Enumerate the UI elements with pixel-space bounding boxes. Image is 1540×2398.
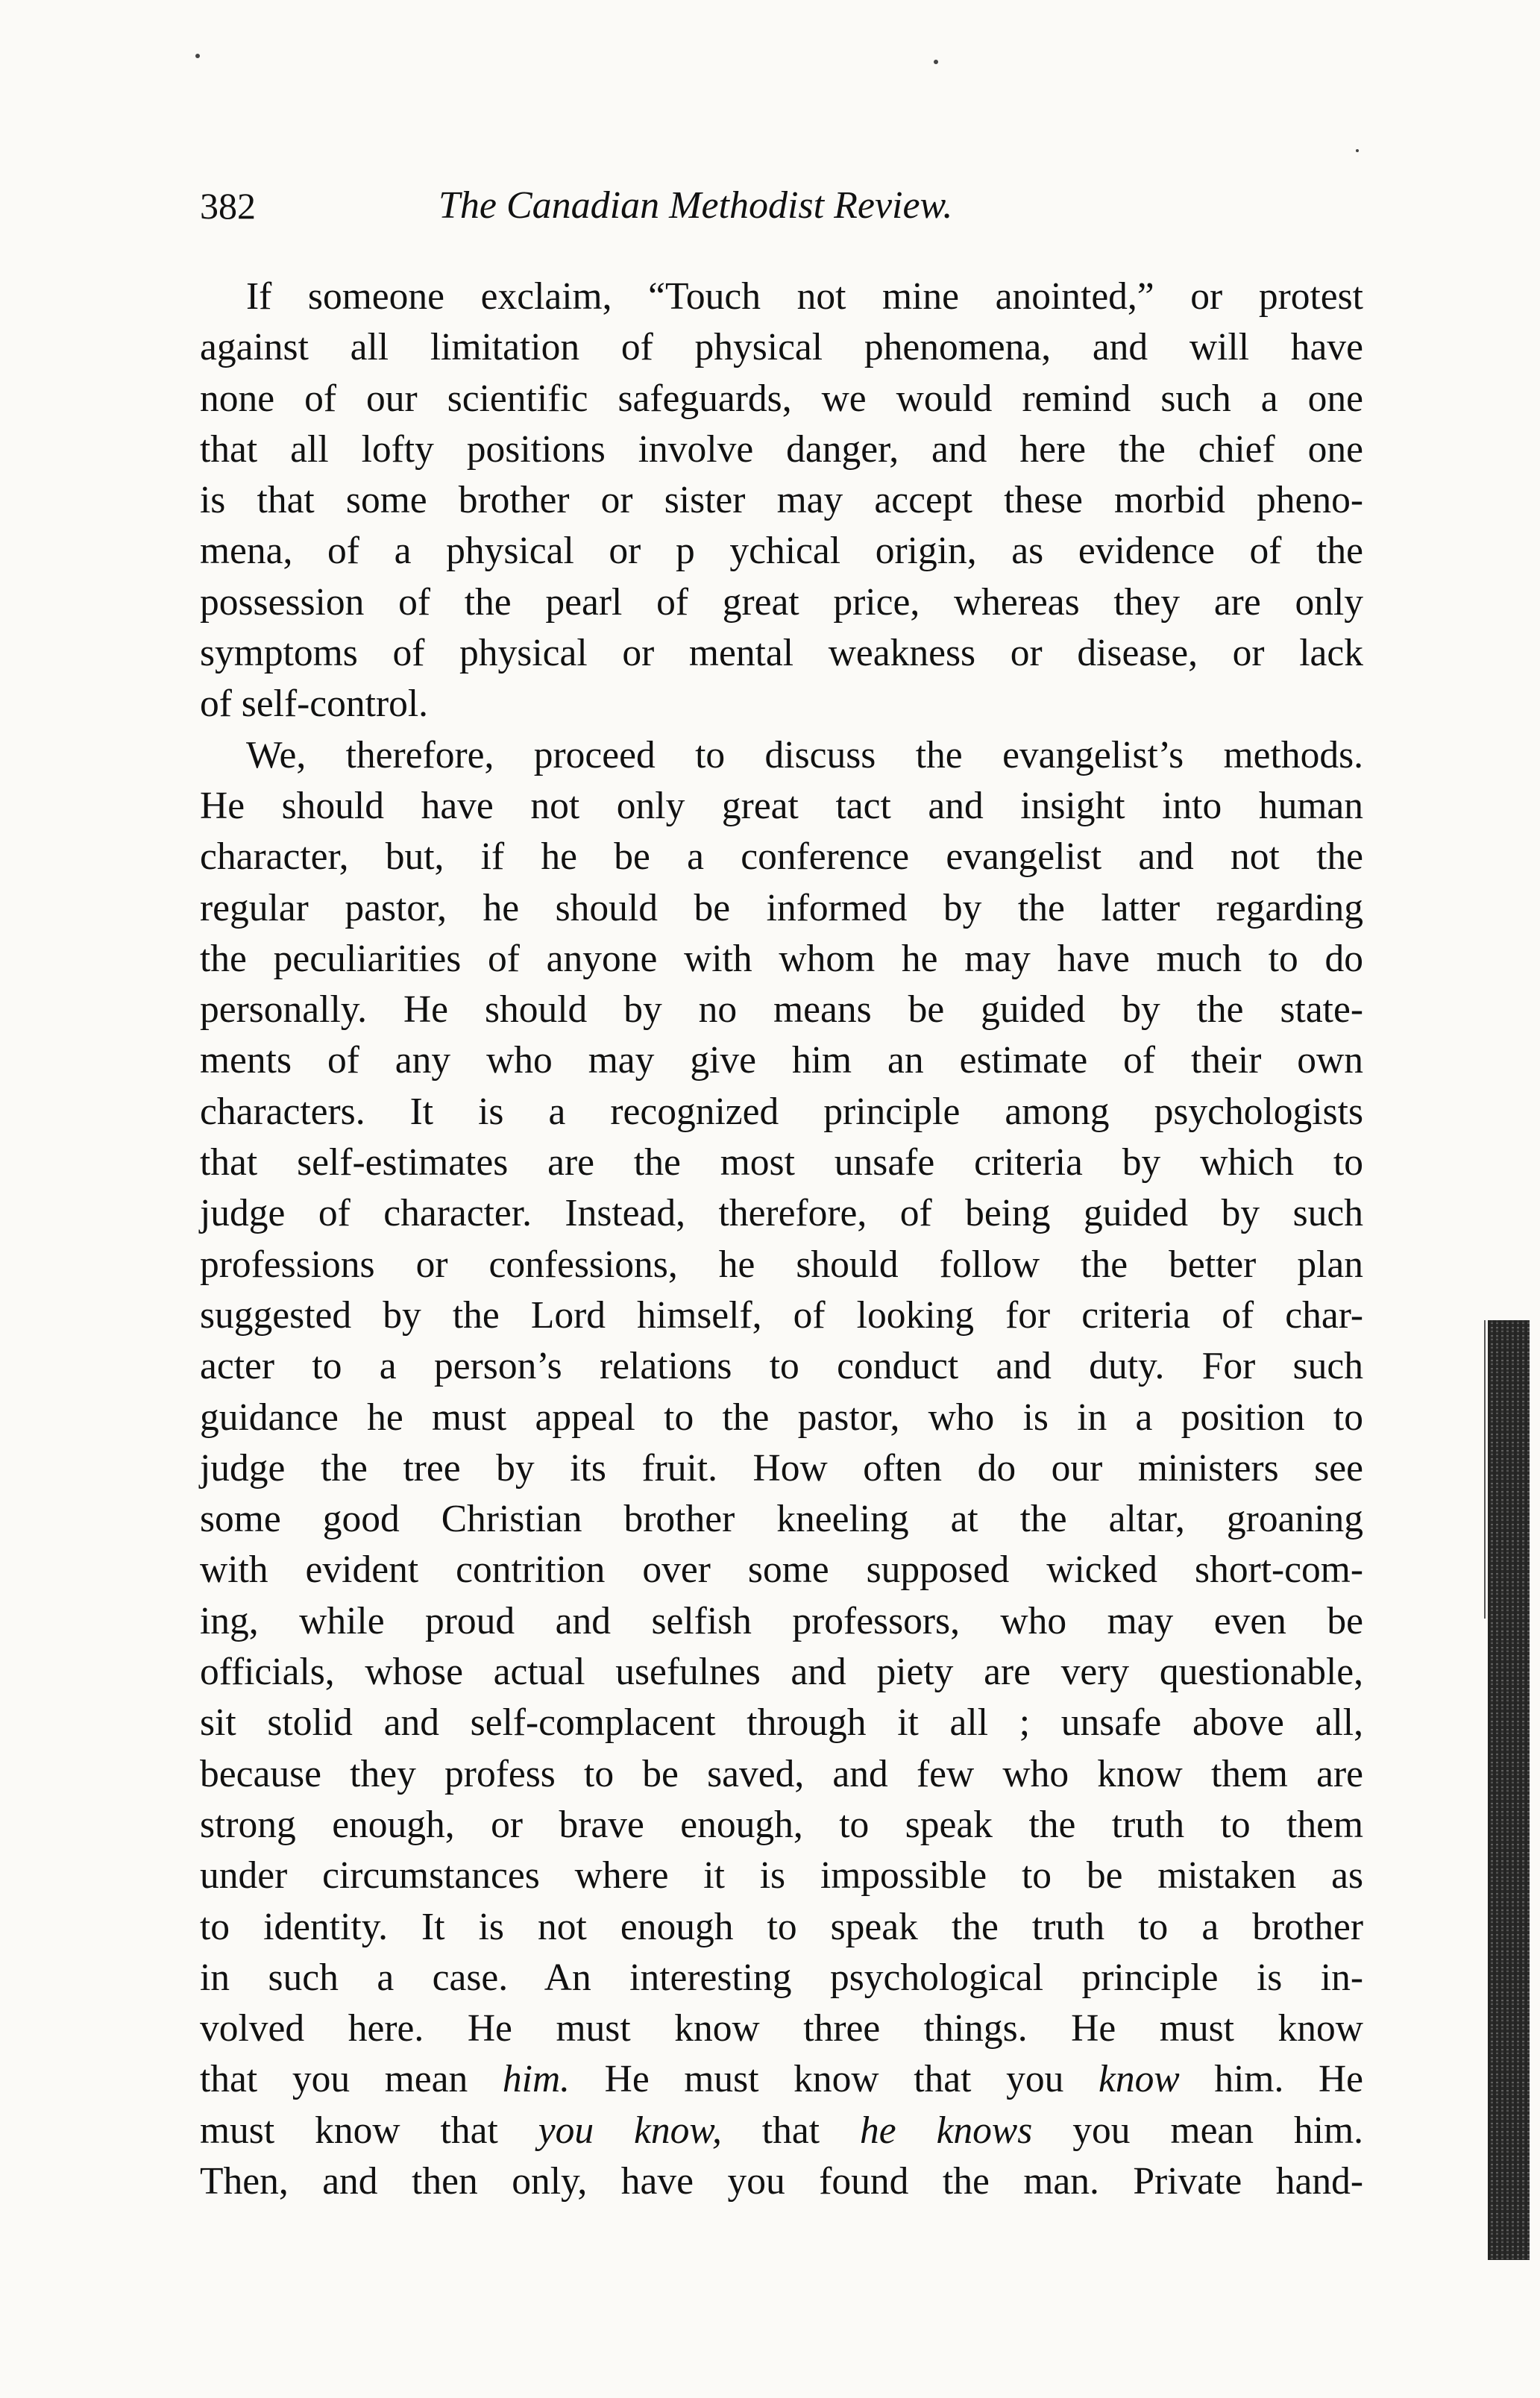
text-segment: that you mean <box>200 2058 503 2101</box>
text-segment: He must know that you <box>570 2058 1099 2101</box>
text-line <box>200 832 1363 882</box>
text-line <box>200 1953 1363 2003</box>
text-segment: with evident contrition over some supposed wicked short-com- <box>200 1548 1363 1592</box>
text-line <box>200 1545 1363 1595</box>
text-line <box>200 577 1363 628</box>
text-line <box>200 1800 1363 1851</box>
text-segment: to identity. It is not enough to speak the truth to a brother <box>200 1905 1363 1948</box>
scan-edge-line <box>1484 1320 1486 1619</box>
text-line <box>200 1698 1363 1748</box>
text-segment: him. He <box>1179 2058 1363 2101</box>
text-line <box>200 424 1363 475</box>
text-line <box>200 1087 1363 1137</box>
text-segment: officials, whose actual usefulnes and piety are very questionable, <box>200 1651 1363 1694</box>
text-line <box>200 1902 1363 1953</box>
text-line <box>200 1290 1363 1341</box>
scan-edge-artifact <box>1488 1320 1530 2260</box>
text-segment: that <box>721 2109 860 2152</box>
text-segment: under circumstances where it is impossible to be mistaken as <box>200 1854 1363 1898</box>
text-line <box>200 2106 1363 2156</box>
text-line <box>200 1851 1363 1901</box>
text-segment: possession of the pearl of great price, whereas they are only <box>200 580 1363 624</box>
text-line <box>200 730 1363 781</box>
text-line <box>200 1443 1363 1494</box>
text-line <box>200 679 1363 729</box>
text-segment: ments of any who may give him an estimate of their own <box>200 1039 1363 1082</box>
text-line <box>200 1035 1363 1086</box>
text-segment: must know that <box>200 2109 538 2152</box>
running-head <box>200 176 1348 236</box>
text-line <box>200 934 1363 985</box>
text-line <box>200 1647 1363 1698</box>
text-segment: ing, while proud and selfish professors, who may even be <box>200 1599 1363 1642</box>
text-line <box>200 322 1363 373</box>
text-segment: sit stolid and self-complacent through it all ; unsafe above all, <box>200 1701 1363 1745</box>
text-line <box>200 985 1363 1035</box>
italic-text: he knows <box>860 2109 1033 2152</box>
text-segment: characters. It is a recognized principle among psychologists <box>200 1090 1363 1133</box>
text-segment: some good Christian brother kneeling at the altar, groaning <box>200 1498 1363 1541</box>
text-line <box>200 1137 1363 1188</box>
text-segment: against all limitation of physical phenomena, and will have <box>200 326 1363 369</box>
text-segment: character, but, if he be a conference evangelist and not the <box>200 835 1363 879</box>
text-segment: suggested by the Lord himself, of looking for criteria of char- <box>200 1293 1363 1337</box>
text-line <box>200 475 1363 526</box>
text-segment: because they profess to be saved, and few who know them are <box>200 1752 1363 1795</box>
text-segment: strong enough, or brave enough, to speak the truth to them <box>200 1803 1363 1846</box>
text-segment: judge the tree by its fruit. How often do our ministers see <box>200 1446 1363 1490</box>
text-line <box>200 374 1363 424</box>
text-line <box>200 781 1363 832</box>
text-segment: mena, of a physical or p ychical origin, as evidence of the <box>200 530 1363 573</box>
text-line <box>200 1341 1363 1392</box>
text-segment: volved here. He must know three things. He must know <box>200 2007 1363 2050</box>
text-segment: If someone exclaim, “Touch not mine anointed,” or protest <box>246 275 1363 318</box>
text-segment: none of our scientific safeguards, we would remind such a one <box>200 377 1363 420</box>
text-line <box>200 2054 1363 2105</box>
scan-speck <box>1356 149 1359 152</box>
text-line <box>200 271 1363 322</box>
italic-text: you know, <box>538 2109 722 2152</box>
text-line <box>200 628 1363 679</box>
italic-text: him. <box>502 2058 571 2101</box>
text-segment: Then, and then only, have you found the man. Private hand- <box>200 2159 1363 2203</box>
text-segment: of self-control. <box>200 682 429 726</box>
text-segment: that all lofty positions involve danger, and here the chief one <box>200 427 1363 471</box>
text-line <box>200 1596 1363 1647</box>
text-segment: that self-estimates are the most unsafe criteria by which to <box>200 1141 1363 1184</box>
text-line <box>200 1188 1363 1239</box>
text-line <box>200 1749 1363 1800</box>
text-segment: is that some brother or sister may accept these morbid pheno- <box>200 479 1363 522</box>
body-text <box>200 271 1363 2207</box>
text-segment: professions or confessions, he should follow the better plan <box>200 1243 1363 1286</box>
text-line <box>200 1393 1363 1443</box>
text-line <box>200 526 1363 577</box>
text-segment: We, therefore, proceed to discuss the evangelist’s methods. <box>246 733 1363 776</box>
text-segment: you mean him. <box>1032 2109 1363 2152</box>
text-segment: guidance he must appeal to the pastor, who is in a position to <box>200 1396 1363 1439</box>
scan-speck <box>195 54 200 58</box>
text-segment: the peculiarities of anyone with whom he may have much to do <box>200 937 1363 980</box>
text-line <box>200 2003 1363 2054</box>
text-line <box>200 1240 1363 1290</box>
text-segment: symptoms of physical or mental weakness or disease, or lack <box>200 632 1363 675</box>
page-number: 382 <box>200 185 256 227</box>
text-line <box>200 2156 1363 2207</box>
text-segment: acter to a person’s relations to conduct and duty. For such <box>200 1345 1363 1388</box>
text-segment: in such a case. An interesting psychological principle is in- <box>200 1956 1363 1999</box>
text-line <box>200 1494 1363 1545</box>
scan-speck <box>934 60 938 64</box>
text-segment: He should have not only great tact and insight into human <box>200 784 1363 827</box>
journal-title: The Canadian Methodist Review. <box>439 184 953 227</box>
text-segment: judge of character. Instead, therefore, of being guided by such <box>200 1192 1363 1235</box>
text-segment: personally. He should by no means be guided by the state- <box>200 988 1363 1032</box>
text-segment: regular pastor, he should be informed by the latter regarding <box>200 886 1363 929</box>
text-line <box>200 883 1363 934</box>
italic-text: know <box>1098 2058 1180 2101</box>
